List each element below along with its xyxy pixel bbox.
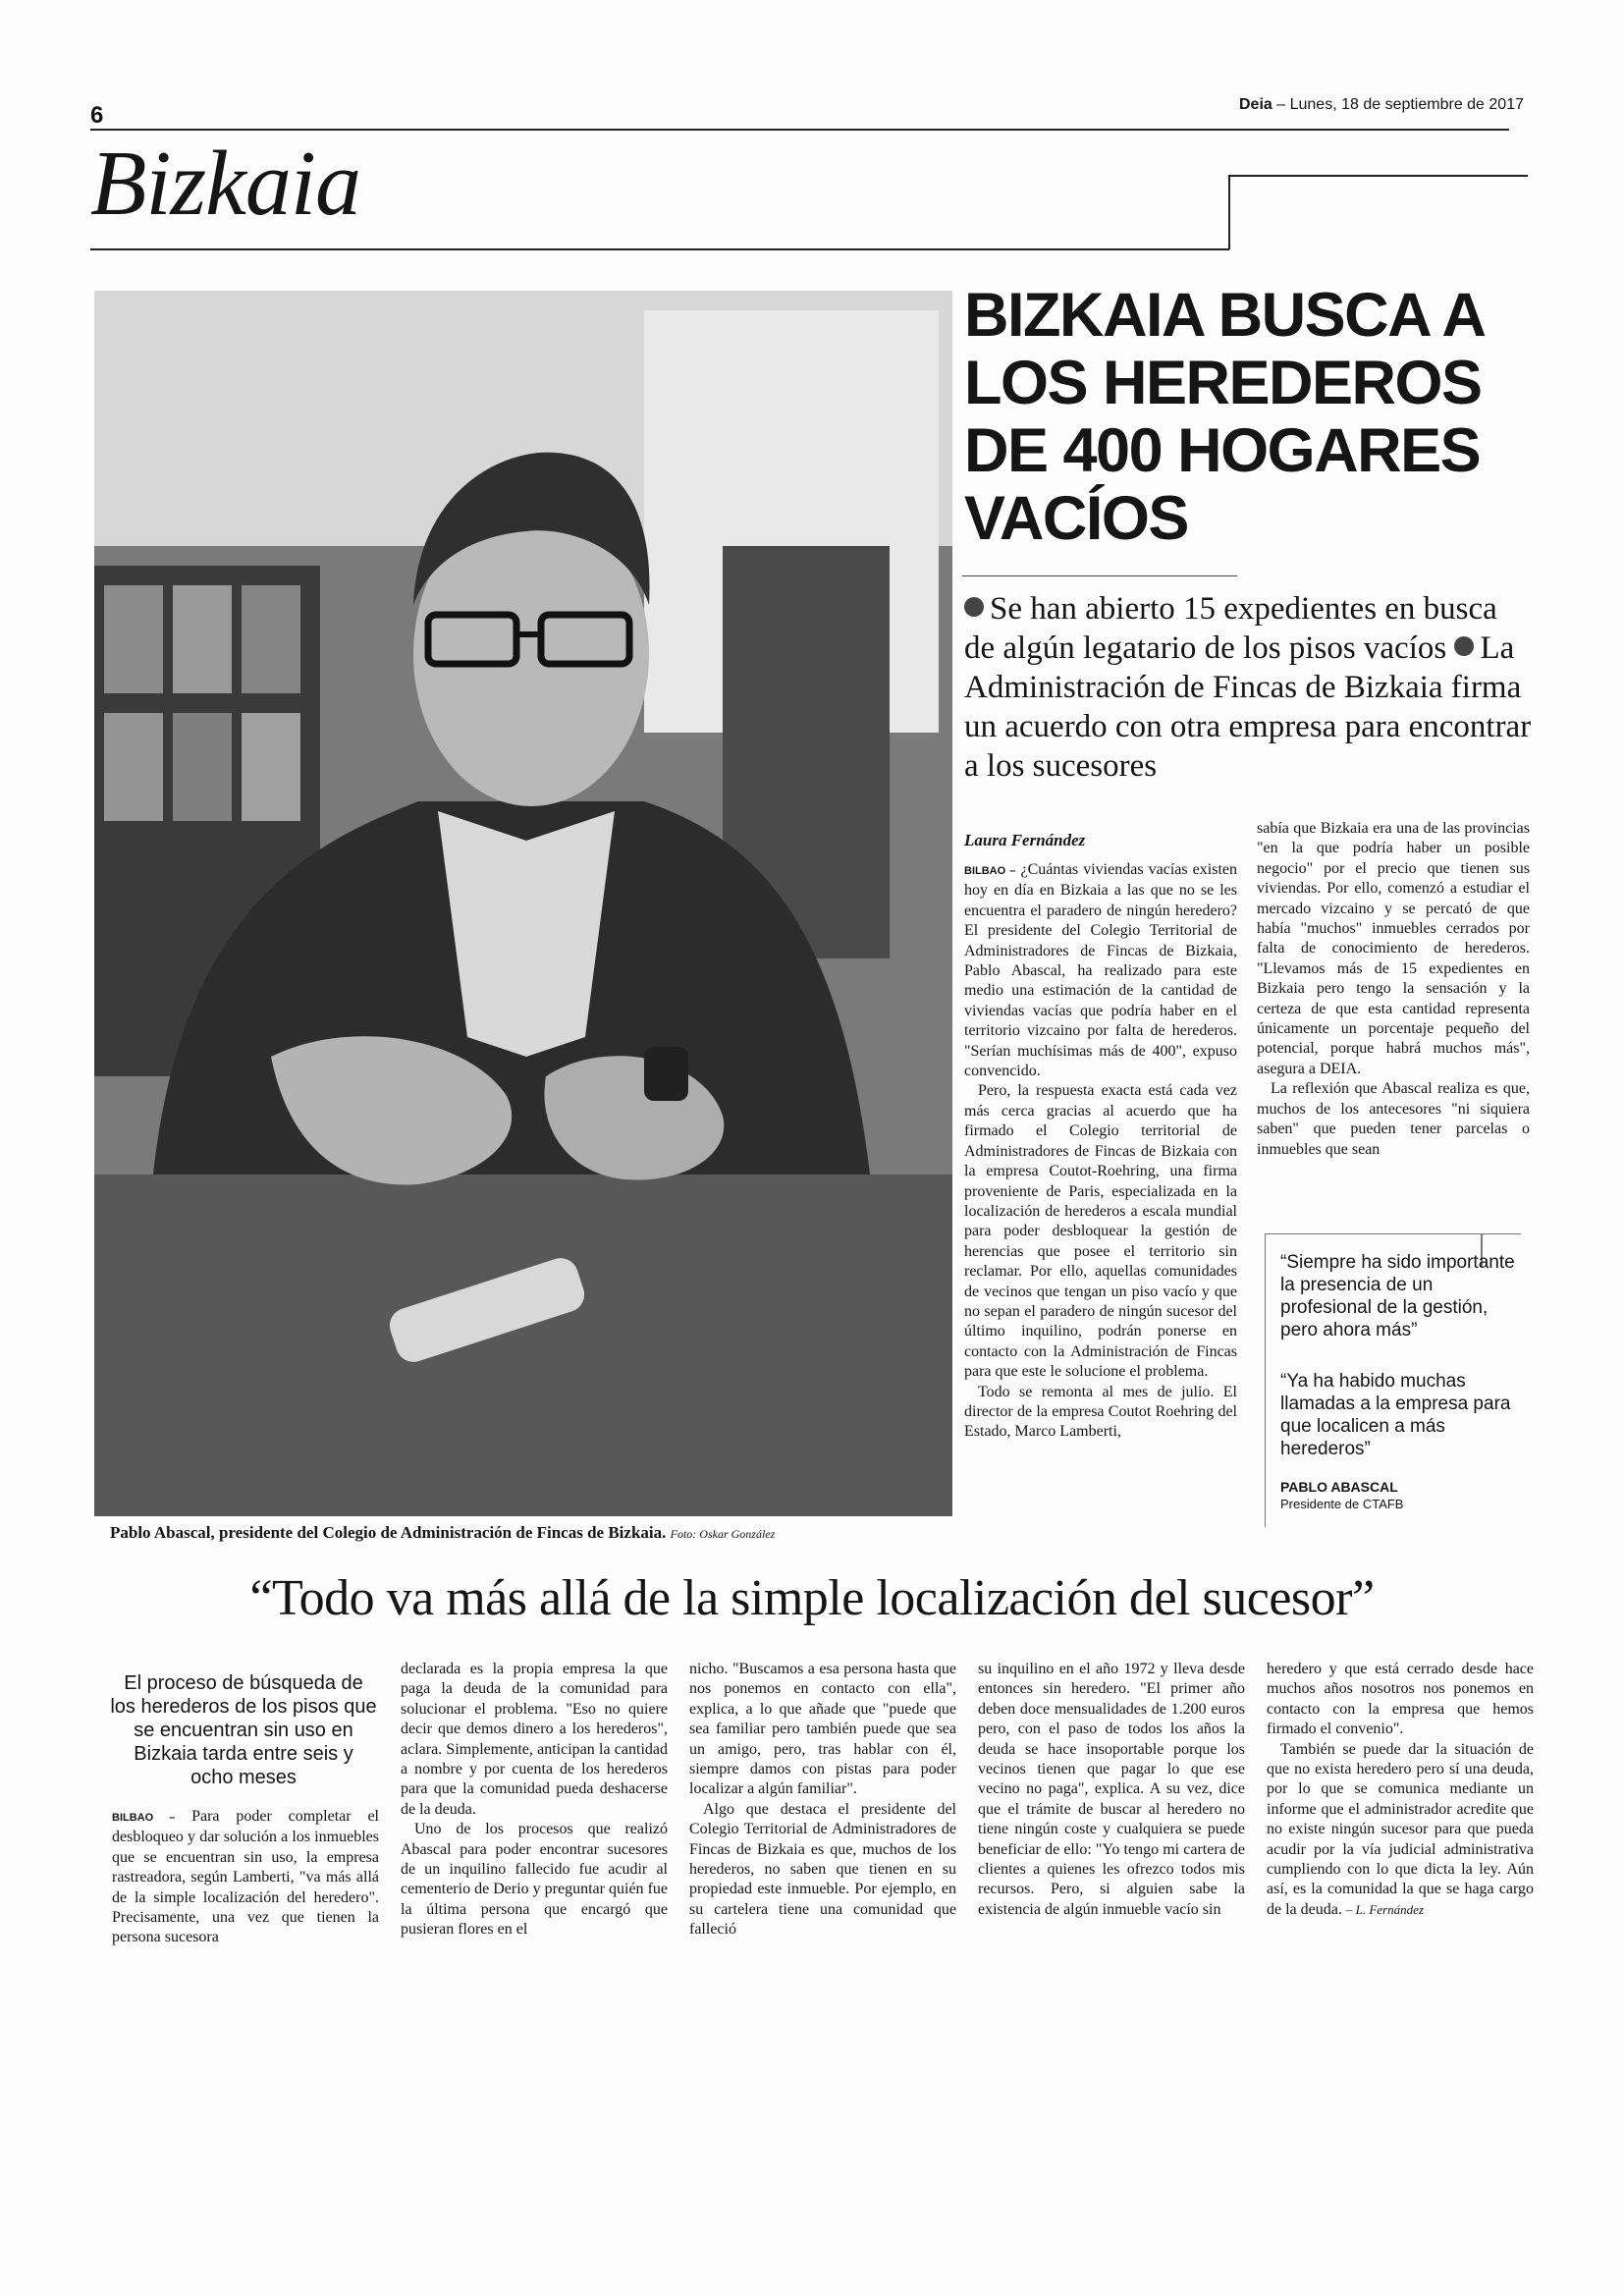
sidebar-intro: El proceso de búsqueda de los herederos de los pisos que se encuentran sin uso en Bizkaia tarda entre seis y ocho meses — [110, 1672, 377, 1788]
sidebar-column-3 — [689, 1660, 956, 1941]
section-title: Bizkaia — [90, 133, 360, 235]
bullet-icon — [964, 597, 984, 617]
paragraph — [964, 860, 1237, 1081]
paragraph-text: ¿Cuántas viviendas vacías existen hoy en día en Bizkaia a las que no se les encuentra el paradero de ningún heredero? El presidente del Colegio Territorial de Administradores de Fincas de Bizkaia, Pablo Abascal, ha realizado para este medio una estimación de la cantidad de viviendas vacías que podría haber en el territorio vizcaino por falta de herederos. "Serían muchísimas más de 400", expuso convencido. — [964, 861, 1237, 1080]
paragraph: Uno de los procesos que realizó Abascal para poder encontrar sucesores de un inquilino fallecido fue acudir al cementerio de Derio y preguntar quién fue la última persona que encargó que pusieran flores en el — [401, 1821, 668, 1939]
sidebar-column-4 — [978, 1660, 1245, 1920]
headline-rule — [962, 575, 1237, 576]
header-meta — [1239, 96, 1524, 114]
section-rule — [90, 248, 1229, 250]
issue-date: – Lunes, 18 de septiembre de 2017 — [1276, 96, 1524, 113]
paragraph: su inquilino en el año 1972 y lleva desde entonces sin heredero. "El primer año deben doce mensualidades de 1.200 euros pero, con el paso de todos los años la deuda se hace insoportable porque los vecinos tienen que pagar lo que ese vecino no paga", explica. A su vez, dice que el trámite de buscar al heredero no tiene ningún coste y cualquiera se puede beneficiar de ello: "Yo tengo mi cartera de clientes a quienes les ofrezco todos mis recursos. Pero, si alguien sabe la existencia de algún inmueble vacío sin — [978, 1661, 1245, 1918]
paragraph — [112, 1807, 379, 1948]
sidebar-column-1 — [112, 1807, 379, 1948]
portrait-illustration — [94, 291, 952, 1516]
pull-quote-2: “Ya ha habido muchas llamadas a la empresa para que localicen a más herederos” — [1280, 1371, 1511, 1459]
sidebar-headline: “Todo va más allá de la simple localización del sucesor” — [249, 1570, 1375, 1626]
paragraph-text: También se puede dar la situación de que no exista heredero pero sí una deuda, por lo que se comunica mediante un informe que el administrador acredite que no existe ningún sucesor para que pueda acudir por la vía judicial administrativa cumpliendo con lo que dicta la ley. Aún así, es la comunidad la que se haga cargo de la deuda. — [1267, 1740, 1534, 1918]
article-column-2 — [1257, 819, 1530, 1160]
paragraph: nicho. "Buscamos a esa persona hasta que nos ponemos en contacto con ella", explica, a lo que añade que "puede que sea familiar pero también puede que sea un amigo, pero, tras hablar con él, siempre damos con pistas para poder localizar a algún familiar". — [689, 1661, 956, 1798]
section-box-vertical — [1228, 175, 1230, 249]
pull-quote-role: Presidente de CTAFB — [1280, 1497, 1404, 1511]
dateline: BILBAO – — [964, 865, 1016, 877]
paragraph: declarada es la propia empresa la que paga la deuda de la comunidad para solucionar el problema. "Eso no quiere decir que demos dinero a los herederos", aclara. Simplemente, anticipan la cantidad a nombre y por cuenta de los herederos para que la comunidad pueda deshacerse de la deuda. — [401, 1661, 668, 1818]
photo-credit: Foto: Oskar González — [670, 1527, 776, 1541]
page-number: 6 — [90, 102, 104, 129]
paragraph: Pero, la respuesta exacta está cada vez más cerca gracias al acuerdo que ha firmado el Colegio territorial de Administradores de Fincas de Bizkaia con la empresa Coutot-Roehring, una firma proveniente de Paris, especializada en la localización de herederos a escala mundial para poder desbloquear la gestión de herencias que posee el territorio sin reclamar. Por ello, aquellas comunidades de vecinos que tengan un piso vacío y que no sepan el paradero de ningún sucesor del último inquilino, podrán ponerse en contacto con la Administración de Fincas para que este le solucione el problema. — [964, 1082, 1237, 1381]
paragraph: heredero y que está cerrado desde hace muchos años nosotros nos ponemos en contacto con la empresa que hemos firmado el convenio". — [1267, 1661, 1534, 1738]
header-rule — [90, 129, 1509, 131]
section-box-horizontal — [1228, 175, 1528, 177]
paragraph: Todo se remonta al mes de julio. El director de la empresa Coutot Roehring del Estado, Marco Lamberti, — [964, 1383, 1237, 1441]
portrait-photo — [94, 291, 952, 1516]
publication-name: Deia — [1239, 96, 1272, 113]
article-column-1 — [964, 860, 1237, 1443]
article-headline: BIZKAIA BUSCA A LOS HEREDEROS DE 400 HOGARES VACÍOS — [964, 281, 1484, 553]
pull-quote-author: PABLO ABASCAL — [1280, 1479, 1398, 1495]
bullet-icon — [1454, 636, 1474, 656]
sidebar-column-5 — [1267, 1660, 1534, 1920]
subhead-point-2: La Administración de Fincas de Bizkaia firma un acuerdo con otra empresa para encontrar a los sucesores — [964, 630, 1532, 784]
pull-quote-1: “Siempre ha sido importante la presencia de un profesional de la gestión, pero ahora más” — [1280, 1252, 1515, 1340]
paragraph — [1267, 1740, 1534, 1921]
paragraph: La reflexión que Abascal realiza es que, muchos de los antecesores "ni siquiera saben" que pueden tener parcelas o inmuebles que sean — [1257, 1080, 1530, 1158]
paragraph: sabía que Bizkaia era una de las provincias "en la que podría haber un posible negocio" por el precio que tienen sus viviendas. Por ello, comenzó a estudiar el mercado vizcaino y se percató de que había "muchos" inmuebles cerrados por falta de conocimiento de herederos. "Llevamos más de 15 expedientes en Bizkaia pero tengo la sensación y la certeza de que esta cantidad representa únicamente un porcentaje pequeño del potencial, porque habrá muchos más", asegura a DEIA. — [1257, 820, 1530, 1077]
paragraph: Algo que destaca el presidente del Colegio Territorial de Administradores de Fincas de Bizkaia es que, muchos de los herederos, no saben que tienen en su propiedad este inmueble. Por ejemplo, en su cartelera tiene una comunidad que falleció — [689, 1800, 956, 1939]
sidebar-column-2 — [401, 1660, 668, 1941]
byline: Laura Fernández — [964, 831, 1086, 849]
photo-caption — [110, 1523, 775, 1543]
subhead-point-1: Se han abierto 15 expedientes en busca de algún legatario de los pisos vacíos — [964, 591, 1497, 666]
dateline: BILBAO – — [112, 1812, 176, 1824]
signoff: – L. Fernández — [1345, 1901, 1424, 1917]
paragraph-text: Para poder completar el desbloqueo y dar solución a los inmuebles que se encuentran sin uso, la empresa rastreadora, según Lamberti, "va más allá de la simple localización del heredero". Precisamente, una vez que tienen la persona sucesora — [112, 1808, 380, 1946]
article-subhead — [964, 589, 1534, 786]
photo-caption-text: Pablo Abascal, presidente del Colegio de Administración de Fincas de Bizkaia. — [110, 1523, 667, 1542]
